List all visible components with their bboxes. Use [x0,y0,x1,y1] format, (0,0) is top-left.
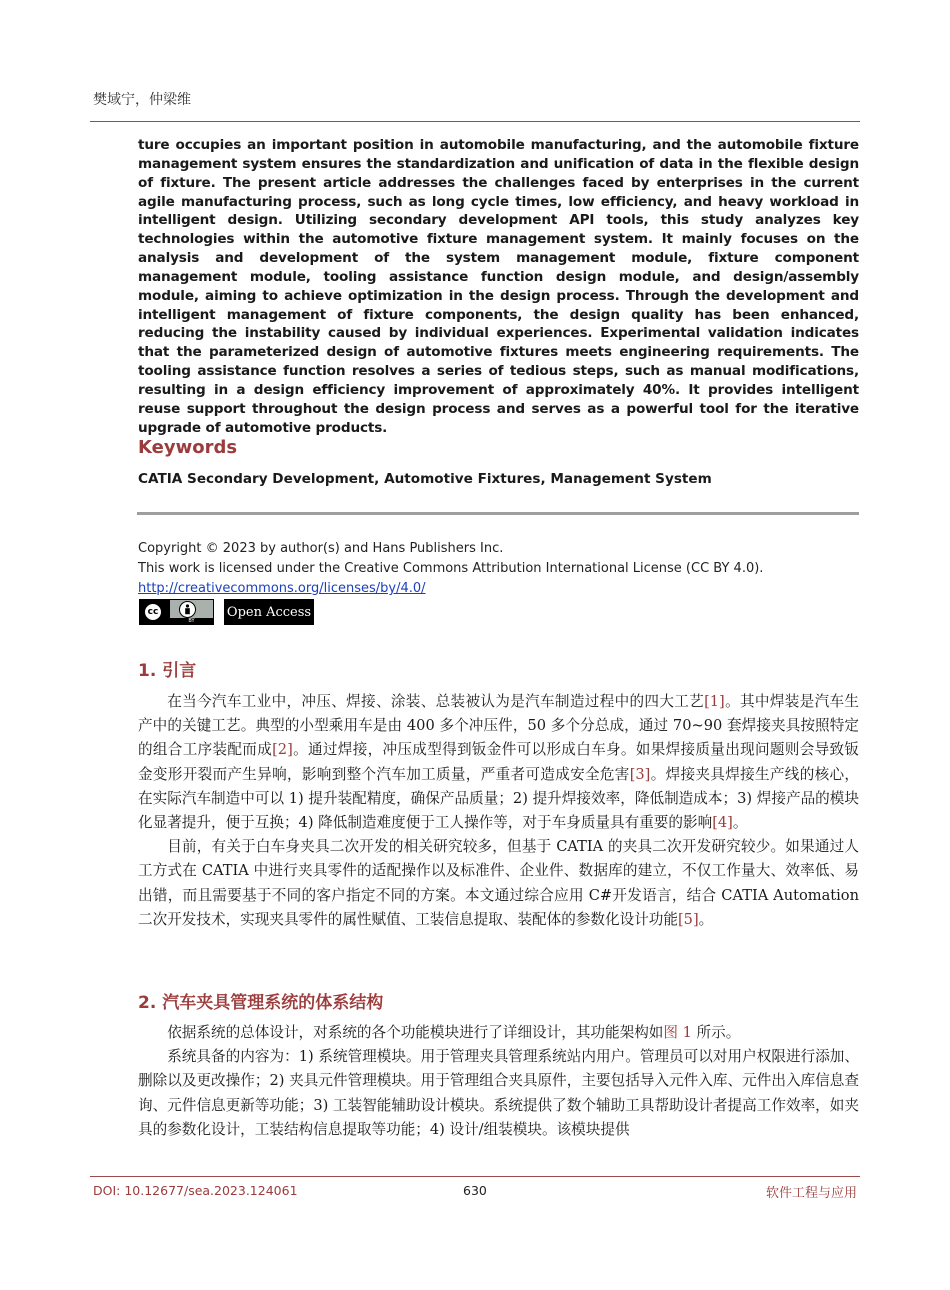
person-icon [179,601,196,618]
text-run: 所示。 [691,1024,741,1041]
section-1-body [138,690,859,932]
by-label: BY [170,618,213,624]
running-header-authors: 樊域宁，仲梁维 [93,92,191,108]
paragraph [138,835,859,932]
citation-link[interactable]: [5] [677,910,699,928]
text-run: 目前，有关于白车身夹具二次开发的相关研究较多，但基于 CATIA 的夹具二次开发研究较少。如果通过人工方式在 CATIA 中进行夹具零件的适配操作以及标准件、企业件、数据库的建立，不仅工作量大、效率低、易出错，而且需要基于不同的客户指定不同的方案。本文通过综合应用 C#开发语言，结合 CATIA Automation 二次开发技术，实现夹具零件的属性赋值、工装信息提取、装配体的参数化设计功能 [138,838,859,928]
text-run: 依据系统的总体设计，对系统的各个功能模块进行了详细设计，其功能架构如 [167,1024,664,1041]
citation-link[interactable]: [4] [712,814,733,832]
text-run: 。 [698,910,714,928]
keywords-heading: Keywords [138,437,238,458]
citation-link[interactable]: [3] [629,765,651,783]
header-divider [90,121,860,122]
keywords-divider [137,512,859,515]
paragraph [138,690,859,835]
cc-icon: cc [143,602,163,622]
text-run: 。其中焊装是汽车生产中的关键工艺。典型的小型乘用车是由 400 多个冲压件，50 多个分总成，通过 70~90 套焊接夹具按照特定的组合工序装配而成 [138,693,859,759]
open-access-badge[interactable]: Open Access [224,599,314,625]
section-2-body [138,1021,859,1142]
footer-divider [90,1176,860,1177]
citation-link[interactable]: [2] [272,741,293,759]
text-run: 。焊接夹具焊接生产线的核心，在实际汽车制造中可以 1) 提升装配精度，确保产品质量；2) 提升焊接效率，降低制造成本；3) 焊接产品的模块化显著提升，便于互换；4) 降低制造难度便于工人操作等，对于车身质量具有重要的影响 [138,765,859,832]
journal-name: 软件工程与应用 [765,1186,857,1201]
keywords-list: CATIA Secondary Development, Automotive Fixtures, Management System [138,471,712,487]
cc-by-badge[interactable] [139,599,214,625]
page-number: 630 [463,1183,487,1198]
abstract-text: ture occupies an important position in automobile manufacturing, and the automobile fixture management system ensures the standardization and unification of data in the flexible design of fixture. The present article addresses the challenges faced by enterprises in the current agile manufacturing process, such as long cycle times, low efficiency, and heavy workload in intelligent design. Utilizing secondary development API tools, this study analyzes key technologies within the automotive fixture management system. It mainly focuses on the analysis and development of the system management module, fixture component management module, tooling assistance function design module, and design/assembly module, aiming to achieve optimization in the design process. Through the development and intelligent management of fixture components, the design quality has been enhanced, reducing the instability caused by individual experiences. Experimental validation indicates that the parameterized design of automotive fixtures meets engineering requirements. The tooling assistance function resolves a series of tedious steps, such as manual modifications, resulting in a design efficiency improvement of approximately 40%. It provides intelligent reuse support throughout the design process and serves as a powerful tool for the iterative upgrade of automotive products. [138,137,859,436]
copyright-block [138,539,858,599]
section-1-heading: 1. 引言 [138,661,197,681]
text-run: 在当今汽车工业中，冲压、焊接、涂装、总装被认为是汽车制造过程中的四大工艺 [167,693,705,710]
text-run: 。 [732,814,748,832]
text-run: 系统具备的内容为：1) 系统管理模块。用于管理夹具管理系统站内用户。管理员可以对用户权限进行添加、删除以及更改操作；2) 夹具元件管理模块。用于管理组合夹具原件，主要包括导入元件入库、元件出入库信息查询、元件信息更新等功能；3) 工装智能辅助设计模块。系统提供了数个辅助工具帮助设计者提高工作效率，如夹具的参数化设计，工装结构信息提取等功能；4) 设计/组装模块。该模块提供 [138,1048,859,1138]
paragraph [138,1045,859,1142]
copyright-line: Copyright © 2023 by author(s) and Hans Publishers Inc. [138,541,504,556]
footer-doi: DOI: 10.12677/sea.2023.124061 [93,1183,298,1198]
license-link[interactable]: http://creativecommons.org/licenses/by/4.0/ [138,581,426,596]
license-line: This work is licensed under the Creative Commons Attribution International License (CC BY 4.0). [138,561,764,576]
paragraph [138,1021,859,1045]
citation-link[interactable]: [1] [704,693,725,710]
section-2-heading: 2. 汽车夹具管理系统的体系结构 [138,993,384,1013]
license-badges [139,599,314,625]
text-run: 。通过焊接，冲压成型得到钣金件可以形成白车身。如果焊接质量出现问题则会导致钣金变形开裂而产生异响，影响到整个汽车加工质量，严重者可造成安全危害 [138,741,859,783]
citation-link[interactable]: 图 1 [663,1024,692,1041]
